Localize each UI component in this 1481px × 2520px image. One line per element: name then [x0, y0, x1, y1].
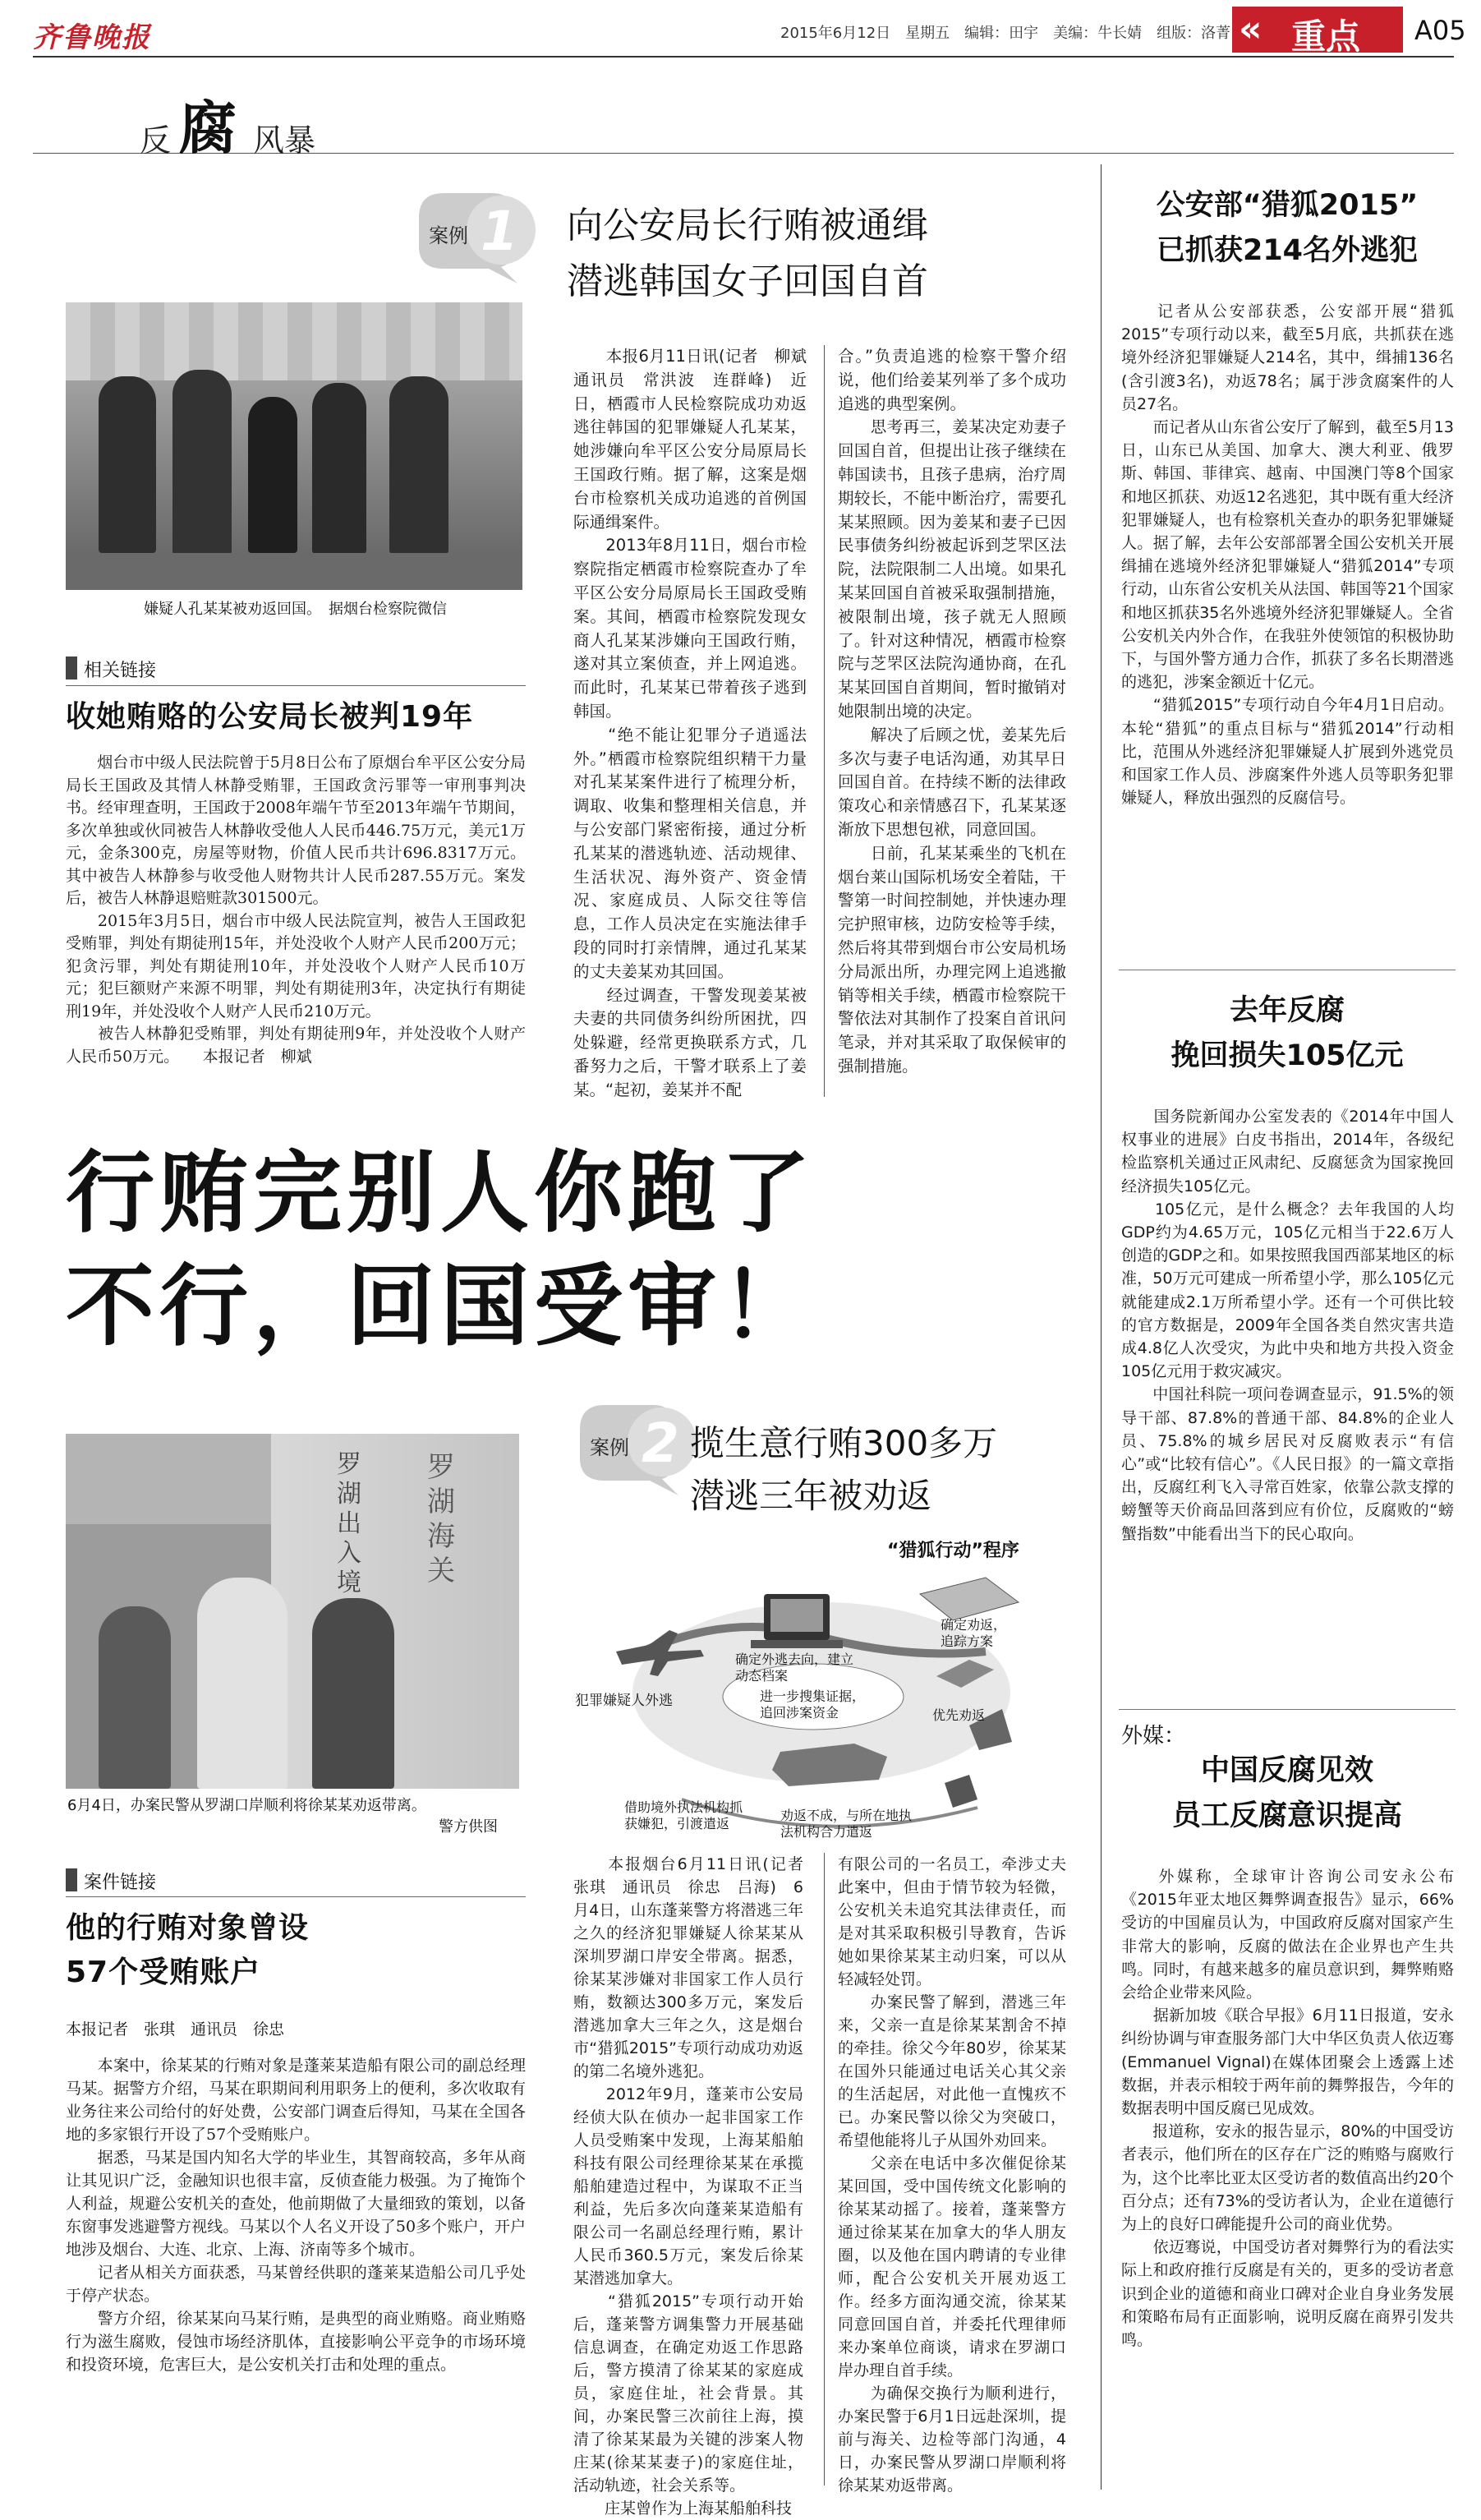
linked1-tag [66, 653, 205, 683]
photo-ceiling [66, 1434, 271, 1524]
hunt-fox-diagram [559, 1536, 1068, 1853]
linked1-title: 收她贿赂的公安局长被判19年 [66, 700, 474, 734]
linked2-byline: 本报记者 张琪 通讯员 徐忠 [66, 2020, 285, 2039]
main-headline-line1: 行贿完别人你跑了 [66, 1142, 816, 1245]
linked1-tag-label: 相关链接 [84, 661, 157, 681]
case1-text-col1: 本报6月11日讯(记者 柳斌 通讯员 常洪波 连群峰) 近日，栖霞市人民检察院成功劝返逃往韩国的犯罪嫌疑人孔某某，她涉嫌向牟平区公安分局原局长王国政行贿。据了解，这案是烟台市检察机关成功追逃的首例国际通缉案件。 2013年8月11日，烟台市检察院指定栖霞市检察院查办了牟平区公安分局原局长王国政受贿案。其间，栖霞市检察院发现女商人孔某某涉嫌向王国政行贿，遂对其立案侦查，并上网追逃。而此时，孔某某已带着孩子逃到韩国。 “绝不能让犯罪分子逍遥法外。”栖霞市检察院组织精干力量对孔某某案件进行了梳理分析，调取、收集和整理相关信息，并与公安部门紧密衔接，通过分析孔某某的潜逃轨迹、活动规律、生活状况、海外资产、资金情况、家庭成员、人际交往等信息，工作人员决定在实施法律手段的同时打亲情牌，通过孔某某的丈夫姜某劝其回国。 经过调查，干警发现姜某被夫妻的共同债务纠纷所困扰，四处躲避，经常更换联系方式，几番努力之后，干警才联系上了姜某。“起初，姜某并不配 [573, 347, 807, 1099]
section-marker [1232, 7, 1403, 57]
column-title [140, 58, 386, 162]
linked2-title-line2: 57个受贿账户 [66, 1956, 261, 1989]
newspaper-logo: 齐鲁晚报 [33, 21, 151, 54]
photo-person [99, 1606, 171, 1789]
photo-ceiling [66, 302, 522, 380]
photo-person [248, 397, 297, 553]
diagram-step7: 优先劝返 [932, 1707, 986, 1723]
side1-title-line1: 公安部“猎狐2015” [1156, 189, 1419, 222]
diagram-step3: 确定劝返，追踪方案 [941, 1617, 1007, 1649]
photo-sign-text-a: 罗湖出入境 [337, 1450, 361, 1597]
case2-photo-caption: 6月4日，办案民警从罗湖口岸顺利将徐某某劝返带离。 [67, 1797, 426, 1814]
case1-tag-label: 案例 [429, 224, 468, 247]
case2-text-col2: 有限公司的一名员工，牵涉丈夫此案中，但由于情节较为轻微，公安机关未追究其法律责任，而是对其采取积极引导教育，告诉她如果徐某某主动归案，可以从轻减轻处罚。 办案民警了解到，潜逃三年来，父亲一直是徐某某割舍不掉的牵挂。徐父今年80岁，徐某某在国外只能通过电话关心其父亲的生活起居，对此他一直愧疚不已。办案民警以徐父为突破口，希望他能将儿子从国外劝回来。 父亲在电话中多次催促徐某某回国，受中国传统文化影响的徐某某动摇了。接着，蓬莱警方通过徐某某在加拿大的华人朋友圈，以及他在国内聘请的专业律师，配合公安机关开展劝返工作。经多方面沟通交流，徐某某同意回国自首，并委托代理律师来办案单位商谈，请求在罗湖口岸办理自首手续。 为确保交换行为顺利进行，办案民警于6月1日远赴深圳，提前与海关、边检等部门沟通，4日，办案民警从罗湖口岸顺利将徐某某劝返带离。 [838, 1855, 1066, 2495]
diagram-step5: 借助境外执法机构抓获嫌犯，引渡遣返 [624, 1799, 743, 1831]
side2-title-line1: 去年反腐 [1229, 994, 1345, 1027]
linked2-tag-label: 案件链接 [84, 1873, 157, 1893]
side3-title-line2: 员工反腐意识提高 [1171, 1799, 1402, 1832]
case2-text-col1: 本报烟台6月11日讯(记者 张琪 通讯员 徐忠 吕海) 6月4日，山东蓬莱警方将潜逃三年之久的经济犯罪嫌疑人徐某某从深圳罗湖口岸安全带离。据悉，徐某某涉嫌对非国家工作人员行贿，数额达300多万元，案发后潜逃加拿大三年之久，这是烟台市“猎狐2015”专项行动成功劝返的第二名境外逃犯。 2012年9月，蓬莱市公安局经侦大队在侦办一起非国家工作人员受贿案中发现，上海某船舶科技有限公司经理徐某某在承揽船舶建造过程中，为谋取不正当利益，先后多次向蓬莱某造船有限公司一名副总经理行贿，累计人民币360.5万元，案发后徐某某潜逃加拿大。 “猎狐2015”专项行动开始后，蓬莱警方调集警力开展基础信息调查，在确定劝返工作思路后，警方摸清了徐某某的家庭成员，家庭住址，社会背景。其间，办案民警三次前往上海，摸清了徐某某最为关键的涉案人物庄某(徐某某妻子)的家庭住址，活动轨迹，社会关系等。 庄某曾作为上海某船舶科技 [573, 1855, 803, 2518]
photo-person [197, 1578, 287, 1789]
linked2-title-line1: 他的行贿对象曾设 [66, 1911, 310, 1945]
photo-sign-board [271, 1434, 519, 1789]
linked2-tag-rule [66, 1896, 526, 1897]
right-column-divider [1101, 164, 1102, 2490]
tag-bar [66, 656, 77, 680]
photo-sign-text-b: 罗湖海关 [427, 1451, 455, 1587]
chevron-left-icon: « [1239, 8, 1263, 50]
column-rule [33, 153, 1454, 154]
photo-floor [66, 553, 522, 590]
case1-title-line1: 向公安局长行贿被通缉 [567, 205, 928, 246]
photo-person [312, 383, 366, 554]
case1-photo [66, 302, 522, 590]
tag-bar [66, 1868, 77, 1891]
main-headline-line2: 不行，回国受审！ [66, 1255, 816, 1358]
case2-title-line2: 潜逃三年被劝返 [690, 1476, 932, 1516]
case2-title-line1: 揽生意行贿300多万 [690, 1423, 998, 1463]
case1-tag-number: 1 [481, 200, 518, 263]
side3-kicker: 外媒： [1121, 1724, 1186, 1748]
side2-body: 国务院新闻办公室发表的《2014年中国人权事业的进展》白皮书指出，2014年，各级纪检监察机关通过正风肃纪、反腐惩贪为国家挽回经济损失105亿元。 105亿元，是什么概念？去年我国的人均GDP约为4.65万元，105亿元相当于22.6万人创造的GDP之和。如果按照我国西部某地区的标准，50万元可建成一所希望小学，那么105亿元就能建成2.1万所希望小学。还有一个可供比较的官方数据是，2009年全国各类自然灾害共造成4.8亿人次受灾，为此中央和地方共投入资金105亿元用于救灾减灾。 中国社科院一项问卷调查显示，91.5%的领导干部、87.8%的普通干部、84.8%的企业人员、75.8%的城乡居民对反腐败表示“有信心”或“比较有信心”。《人民日报》的一篇文章指出，反腐红利飞入寻常百姓家，依靠公款支撑的螃蟹等天价商品回落到应有价位，反腐败的“螃蟹指数”中能看出当下的民心取向。 [1121, 1108, 1454, 1543]
side-divider [1119, 1709, 1456, 1710]
linked1-tag-rule [66, 685, 526, 686]
case2-tag [572, 1397, 687, 1495]
column-title-c: 风暴 [253, 122, 316, 159]
section-name: 重点 [1291, 16, 1361, 57]
side1-body: 记者从公安部获悉，公安部开展“猎狐2015”专项行动以来，截至5月底，共抓获在逃境外经济犯罪嫌疑人214名，其中，缉捕136名(含引渡3名)，劝返78名；属于涉贪腐案件的人员27名。 而记者从山东省公安厅了解到，截至5月13日，山东已从美国、加拿大、澳大利亚、俄罗斯、韩国、菲律宾、越南、中国澳门等8个国家和地区抓获、劝返12名逃犯，其中既有重大经济犯罪嫌疑人，也有检察机关查办的职务犯罪嫌疑人。据了解，去年公安部部署全国公安机关开展缉捕在逃境外经济犯罪嫌疑人“猎狐2014”专项行动，山东省公安机关从法国、韩国等21个国家和地区抓获35名外逃境外经济犯罪嫌疑人。全省公安机关内外合作，在我驻外使领馆的积极协助下，与国外警方通力合作，抓获了多名长期潜逃的逃犯，涉案金额近十亿元。 “猎狐2015”专项行动自今年4月1日启动。本轮“猎狐”的重点目标与“猎狐2014”行动相比，范围从外逃经济犯罪嫌疑人扩展到外逃党员和国家工作人员、涉腐案件外逃人员等职务犯罪嫌疑人，释放出强烈的反腐信号。 [1121, 302, 1454, 808]
side1-title-line2: 已抓获214名外逃犯 [1156, 234, 1419, 267]
case1-text-col2: 合。”负责追逃的检察干警介绍说，他们给姜某列举了多个成功追逃的典型案例。 思考再三，姜某决定劝妻子回国自首，但提出让孩子继续在韩国读书，且孩子患病，治疗周期较长，不能中断治疗，需要孔某某照顾。因为姜某和妻子已因民事债务纠纷被起诉到芝罘区法院，法院限制二人出境。如果孔某某回国自首被采取强制措施，被限制出境，孩子就无人照顾了。针对这种情况，栖霞市检察院与芝罘区法院沟通协商，在孔某某回国自首期间，暂时撤销对她限制出境的决定。 解决了后顾之忧，姜某先后多次与妻子电话沟通，劝其早日回国自首。在持续不断的法律政策攻心和亲情感召下，孔某某逐渐放下思想包袱，同意回国。 日前，孔某某乘坐的飞机在烟台莱山国际机场安全着陆，干警第一时间控制她，并快速办理完护照审核，边防安检等手续，然后将其带到烟台市公安局机场分局派出所，办理完网上追逃撤销等相关手续，栖霞市检察院干警依法对其制作了投案自首讯问笔录，并对其采取了取保候审的强制措施。 [838, 347, 1066, 1076]
column-title-b: 腐 [179, 94, 237, 162]
case1-col-divider [824, 345, 825, 1097]
case1-title-line2: 潜逃韩国女子回国自首 [567, 260, 928, 302]
photo-person [312, 1598, 394, 1789]
case1-photo-caption: 嫌疑人孔某某被劝返回国。 据烟台检察院微信 [144, 601, 447, 618]
case1-tag [411, 185, 526, 283]
diagram-step1: 犯罪嫌疑人外逃 [575, 1693, 673, 1709]
case2-photo [66, 1434, 519, 1789]
case2-col-divider [824, 1853, 825, 2485]
date-line: 2015年6月12日 星期五 编辑：田宇 美编：牛长婧 组版：洛菁 [780, 25, 1231, 42]
case2-photo-credit: 警方供图 [439, 1818, 498, 1836]
photo-person [172, 370, 232, 555]
side3-title-line1: 中国反腐见效 [1200, 1754, 1373, 1787]
case2-tag-number: 2 [642, 1412, 679, 1475]
side3-body: 外媒称，全球审计咨询公司安永公布《2015年亚太地区舞弊调查报告》显示，66%受访的中国雇员认为，中国政府反腐对国家产生非常大的影响，反腐的做法在企业界也产生共鸣。同时，有越来越多的雇员意识到，舞弊贿赂会给企业带来风险。 据新加坡《联合早报》6月11日报道，安永纠纷协调与审查服务部门大中华区负责人依迈骞(Emmanuel Vignal)在媒体团聚会上透露上述数据，并表示相较于两年前的舞弊报告，今年的数据表明中国反腐已见成效。 报道称，安永的报告显示，80%的中国受访者表示，他们所在的区存在广泛的贿赂与腐败行为，这个比率比亚太区受访者的数值高出约20个百分点；还有73%的受访者认为，企业在道德行为上的良好口碑能提升公司的商业优势。 依迈骞说，中国受访者对舞弊行为的看法实际上和政府推行反腐是有关的，更多的受访者意识到企业的道德和商业口碑对企业自身业务发展和策略布局有正面影响，说明反腐在商界引发共鸣。 [1121, 1868, 1454, 2350]
linked2-tag [66, 1865, 205, 1895]
case2-tag-label: 案例 [590, 1436, 629, 1459]
column-title-a: 反 [140, 122, 172, 159]
side2-title-line2: 挽回损失105亿元 [1171, 1039, 1404, 1072]
linked1-body: 烟台市中级人民法院曾于5月8日公布了原烟台牟平区公安分局局长王国政及其情人林静受贿罪，王国政贪污罪等一审刑事判决书。经审理查明，王国政于2008年端午节至2013年端午节期间，多次单独或伙同被告人林静收受他人人民币446.75万元，美元1万元，金条300克，房屋等财物，价值人民币共计696.8317万元。其中被告人林静参与收受他人财物共计人民币287.55万元。案发后，被告人林静退赔赃款301500元。 2015年3月5日，烟台市中级人民法院宣判，被告人王国政犯受贿罪，判处有期徒刑15年，并处没收个人财产人民币200万元；犯贪污罪，判处有期徒刑10年，并处没收个人财产人民币10万元；犯巨额财产来源不明罪，判处有期徒刑3年，决定执行有期徒刑19年，并处没收个人财产人民币210万元。 被告人林静犯受贿罪，判处有期徒刑9年，并处没收个人财产人民币50万元。 本报记者 柳斌 [66, 753, 526, 1066]
photo-person [389, 376, 448, 554]
diagram-step6: 劝返不成，与所在地执法机构合力遣返 [780, 1808, 913, 1840]
photo-person [99, 376, 156, 553]
diagram-title: “猎狐行动”程序 [887, 1541, 1019, 1561]
diagram-step2: 确定外逃去向，建立动态档案 [735, 1652, 854, 1684]
page-number: A05 [1414, 15, 1466, 46]
diagram-step4: 进一步搜集证据，追回涉案资金 [760, 1688, 866, 1721]
linked2-body: 本案中，徐某某的行贿对象是蓬莱某造船有限公司的副总经理马某。据警方介绍，马某在职期间利用职务上的便利，多次收取有业务往来公司给付的好处费，公安部门调查后得知，马某在全国各地的多家银行开设了57个受贿账户。 据悉，马某是国内知名大学的毕业生，其智商较高，多年从商让其见识广泛，金融知识也很丰富，反侦查能力极强。为了掩饰个人利益，规避公安机关的查处，他前期做了大量细致的策划，以备东窗事发逃避警方视线。马某以个人名义开设了50多个账户，开户地涉及烟台、大连、北京、上海、济南等多个城市。 记者从相关方面获悉，马某曾经供职的蓬莱某造船公司几乎处于停产状态。 警方介绍，徐某某向马某行贿，是典型的商业贿赂。商业贿赂行为滋生腐败，侵蚀市场经济肌体，直接影响公平竞争的市场环境和投资环境，危害巨大，是公安机关打击和处理的重点。 [66, 2057, 526, 2374]
